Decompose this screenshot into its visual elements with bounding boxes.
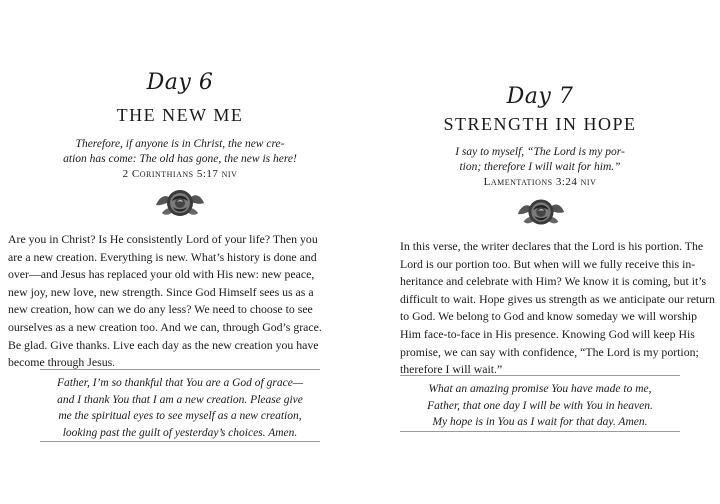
body-line: difficult to wait. Hope gives us strength as we anticipate our return: [400, 291, 715, 306]
divider-bottom: [40, 441, 320, 442]
divider-top: [40, 369, 320, 370]
prayer-line: My hope is in You as I wait for that day. Amen.: [432, 416, 648, 428]
devotion-title: THE NEW ME: [116, 105, 244, 125]
verse-line: Therefore, if anyone is in Christ, the new cre-: [75, 138, 285, 150]
body-line: over—and Jesus has replaced your old with His new: new peace,: [8, 267, 315, 282]
body-line: new creation, how can we do any less? We need to choose to see: [8, 302, 313, 317]
body-line: promise, we can say with confidence, “The Lord is my portion;: [400, 344, 699, 359]
scripture-verse: [360, 145, 720, 175]
rose-icon: [514, 194, 568, 230]
right-page: [360, 0, 720, 504]
prayer-line: me the spiritual eyes to see myself as a new creation,: [58, 410, 302, 422]
scripture-verse: [0, 137, 360, 167]
devotion-title: STRENGTH IN HOPE: [443, 114, 637, 134]
scripture-reference: Lamentations 3:24 niv: [483, 176, 597, 188]
body-line: new joy, new love, new strength. Since God Himself sees us as a: [8, 284, 314, 299]
prayer-line: and I thank You that I am a new creation. Please give: [57, 393, 303, 406]
devotion-body: [8, 231, 322, 372]
body-line: In this verse, the writer declares that the Lord is his portion. The: [400, 239, 704, 253]
body-line: become through Jesus.: [8, 355, 116, 370]
prayer: [380, 381, 700, 431]
body-line: Him face-to-face in His presence. Knowing God will keep His: [400, 326, 695, 341]
rose-icon: [152, 185, 208, 221]
prayer-line: Father, I’m so thankful that You are a God of grace—: [56, 377, 304, 389]
scripture-reference: 2 Corinthians 5:17 niv: [122, 168, 238, 180]
verse-line: I say to myself, “The Lord is my por-: [455, 146, 625, 158]
day-heading: Day 7: [506, 84, 574, 109]
verse-line: ation has come: The old has gone, the new is here!: [63, 153, 297, 165]
prayer-line: Father, that one day I will be with You in heaven.: [427, 399, 653, 412]
body-line: Lord is our portion too. But when will we fully receive this in-: [400, 256, 696, 271]
devotion-body: [400, 238, 715, 379]
prayer: [20, 375, 340, 441]
prayer-line: looking past the guilt of yesterday’s choices. Amen.: [62, 426, 298, 439]
divider-bottom: [400, 431, 680, 432]
body-line: to God. We belong to God and know someday we will worship: [400, 309, 697, 324]
verse-line: tion; therefore I will wait for him.”: [459, 161, 621, 173]
body-line: Be glad. Give thanks. Live each day as the new creation you have: [8, 337, 319, 352]
body-line: are a new creation. Everything is new. What’s history is done and: [8, 249, 317, 264]
body-line: ourselves as a new creation too. And we can, through God’s grace.: [8, 319, 322, 334]
body-line: heritance and celebrate with Him? We know it is coming, but it’s: [400, 274, 707, 289]
body-line: therefore I will wait.”: [400, 362, 503, 377]
prayer-line: What an amazing promise You have made to me,: [428, 383, 652, 395]
divider-top: [400, 375, 680, 376]
day-heading: Day 6: [146, 70, 214, 95]
body-line: Are you in Christ? Is He consistently Lord of your life? Then you: [8, 232, 318, 246]
